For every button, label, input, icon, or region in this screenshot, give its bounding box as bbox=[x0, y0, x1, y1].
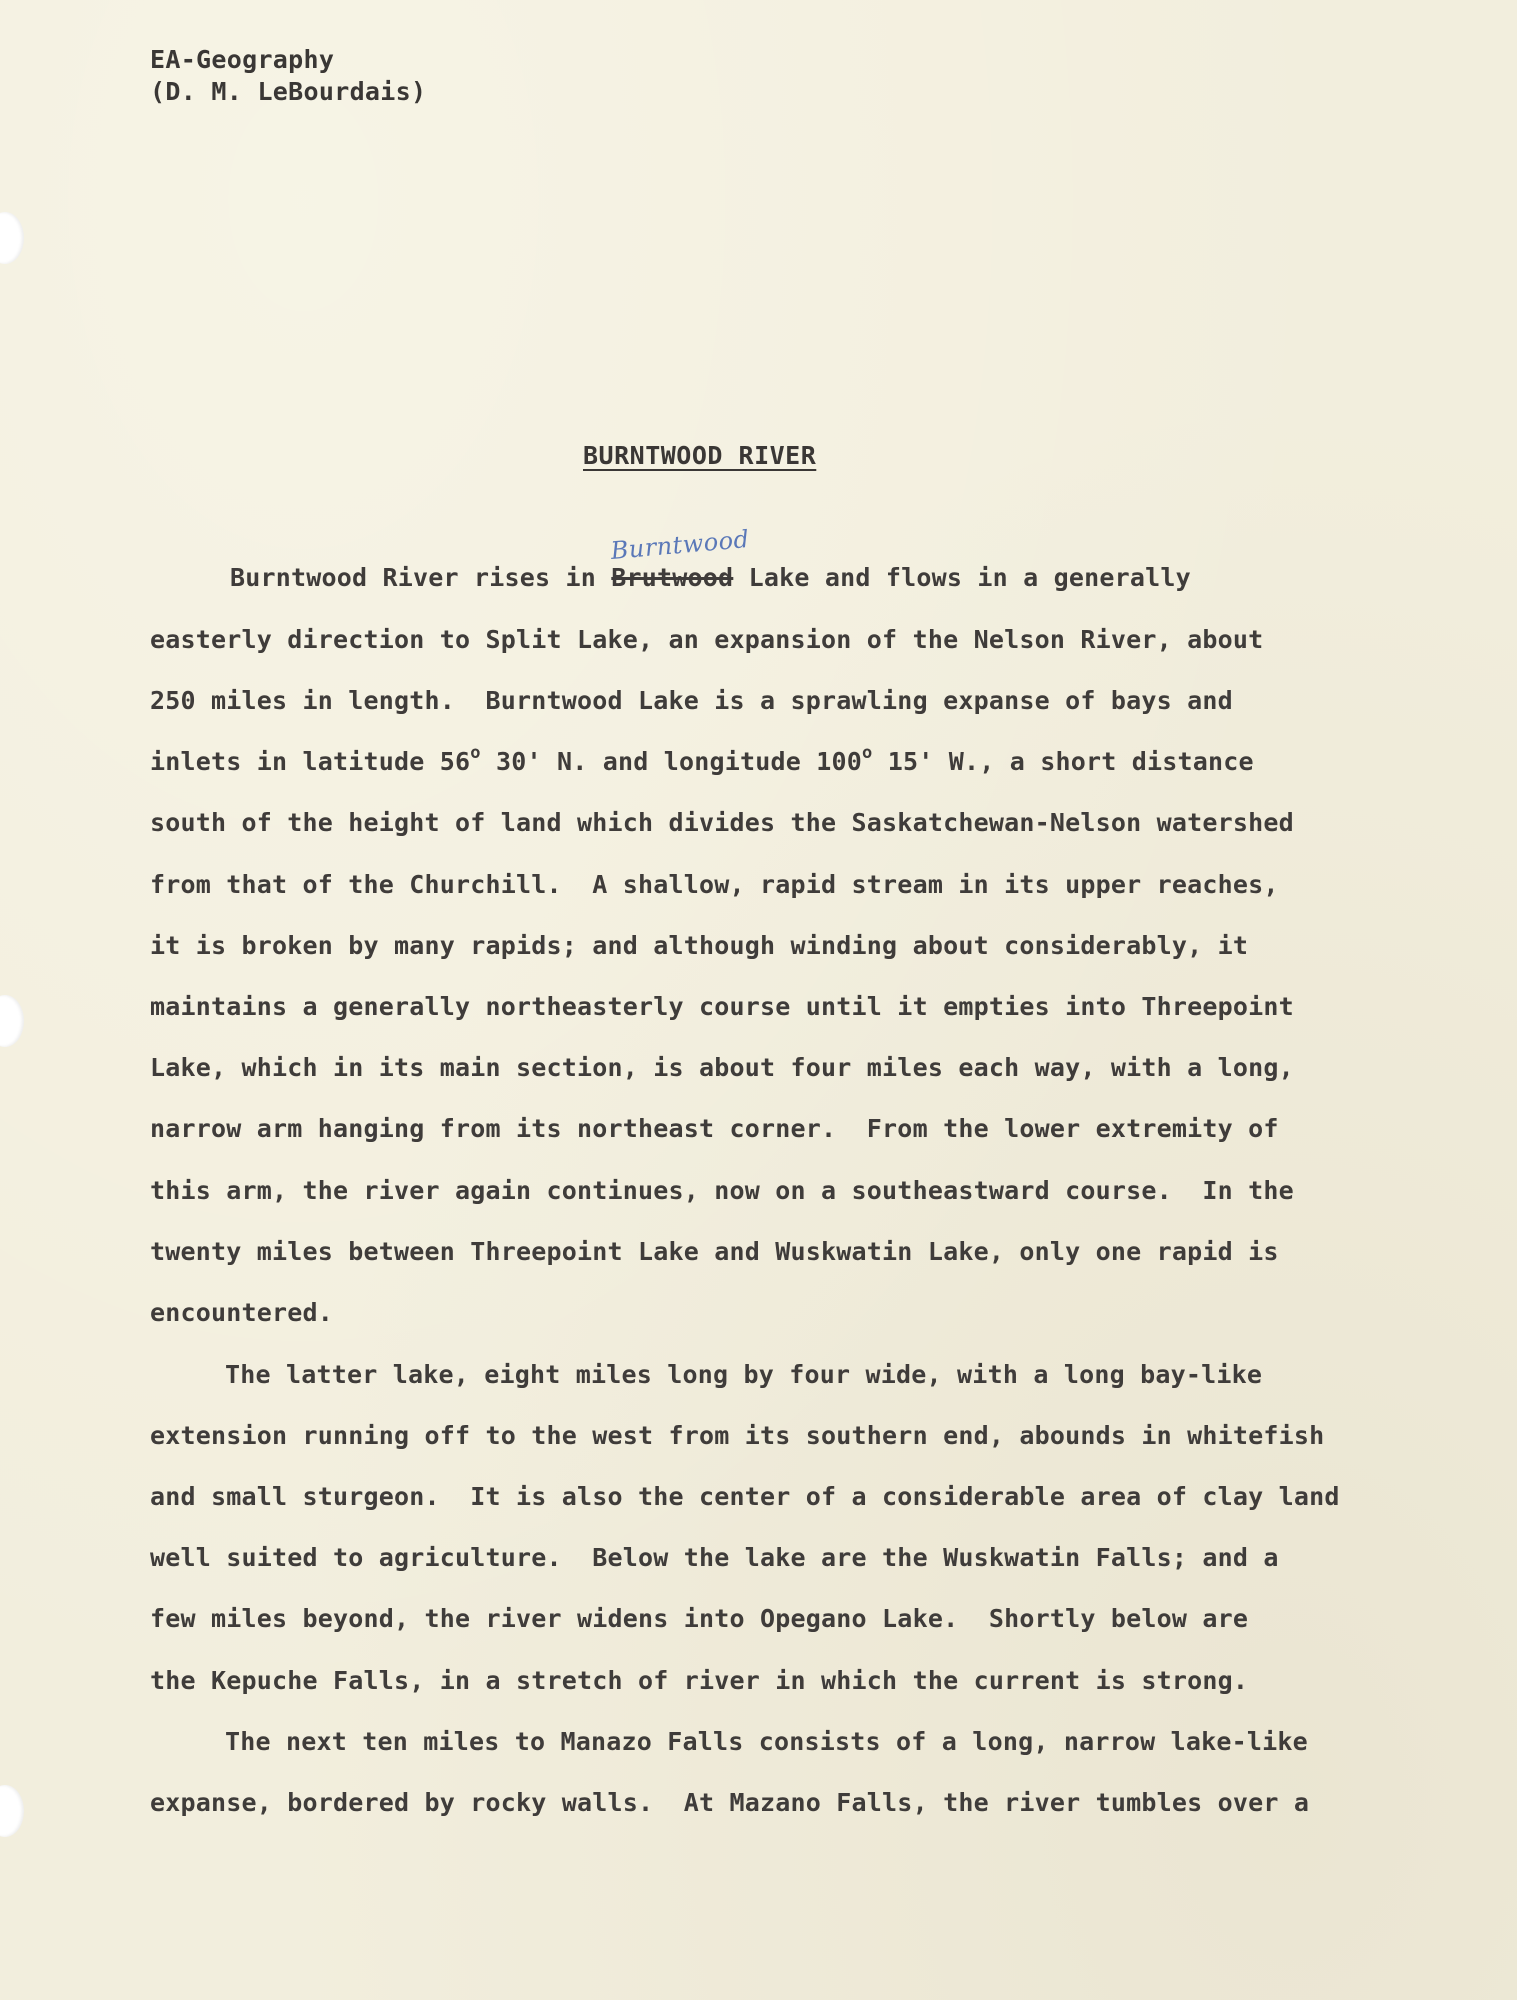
text-line: The latter lake, eight miles long by four wide, with a long bay-like bbox=[225, 1360, 1263, 1389]
text-line: and small sturgeon. It is also the center of a considerable area of clay land bbox=[150, 1482, 1340, 1511]
text-line: twenty miles between Threepoint Lake and Wuskwatin Lake, only one rapid is bbox=[150, 1237, 1279, 1266]
handwritten-correction: Burntwood bbox=[609, 524, 751, 565]
text-line: Lake, which in its main section, is about four miles each way, with a long, bbox=[150, 1053, 1294, 1082]
text-line: extension running off to the west from its southern end, abounds in whitefish bbox=[150, 1421, 1325, 1450]
text-line: the Kepuche Falls, in a stretch of river in which the current is strong. bbox=[150, 1666, 1249, 1695]
text-line: it is broken by many rapids; and although winding about considerably, it bbox=[150, 931, 1249, 960]
document-title: BURNTWOOD RIVER bbox=[583, 441, 817, 470]
text-line: encountered. bbox=[150, 1298, 334, 1327]
text-line: few miles beyond, the river widens into Opegano Lake. Shortly below are bbox=[150, 1604, 1249, 1633]
text-line: Burntwood River rises in Brutwood Lake and flows in a generally bbox=[230, 563, 1191, 592]
text-line: easterly direction to Split Lake, an expansion of the Nelson River, about bbox=[150, 625, 1264, 654]
degree-symbol: o bbox=[862, 743, 873, 763]
text-line: narrow arm hanging from its northeast corner. From the lower extremity of bbox=[150, 1114, 1279, 1143]
punch-hole bbox=[0, 212, 24, 264]
text-line: maintains a generally northeasterly course until it empties into Threepoint bbox=[150, 992, 1294, 1021]
text-line: this arm, the river again continues, now on a southeastward course. In the bbox=[150, 1176, 1294, 1205]
header-author: (D. M. LeBourdais) bbox=[150, 77, 427, 106]
document-header bbox=[150, 44, 426, 108]
text-line: south of the height of land which divides the Saskatchewan-Nelson watershed bbox=[150, 808, 1294, 837]
text-line: from that of the Churchill. A shallow, rapid stream in its upper reaches, bbox=[150, 870, 1279, 899]
text-line: 250 miles in length. Burntwood Lake is a sprawling expanse of bays and bbox=[150, 686, 1233, 715]
text-line: The next ten miles to Manazo Falls consists of a long, narrow lake-like bbox=[225, 1727, 1308, 1756]
degree-symbol: o bbox=[470, 743, 481, 763]
struck-word: Brutwood bbox=[611, 563, 734, 592]
text-line: expanse, bordered by rocky walls. At Mazano Falls, the river tumbles over a bbox=[150, 1788, 1310, 1817]
header-category: EA-Geography bbox=[150, 45, 335, 74]
text-line: inlets in latitude 56$^o$ 30' N. and longitude 100$^o$ 15' W., a short distance bbox=[150, 743, 1254, 776]
punch-hole bbox=[0, 1785, 24, 1837]
text-line: well suited to agriculture. Below the lake are the Wuskwatin Falls; and a bbox=[150, 1543, 1279, 1572]
punch-hole bbox=[0, 995, 24, 1047]
